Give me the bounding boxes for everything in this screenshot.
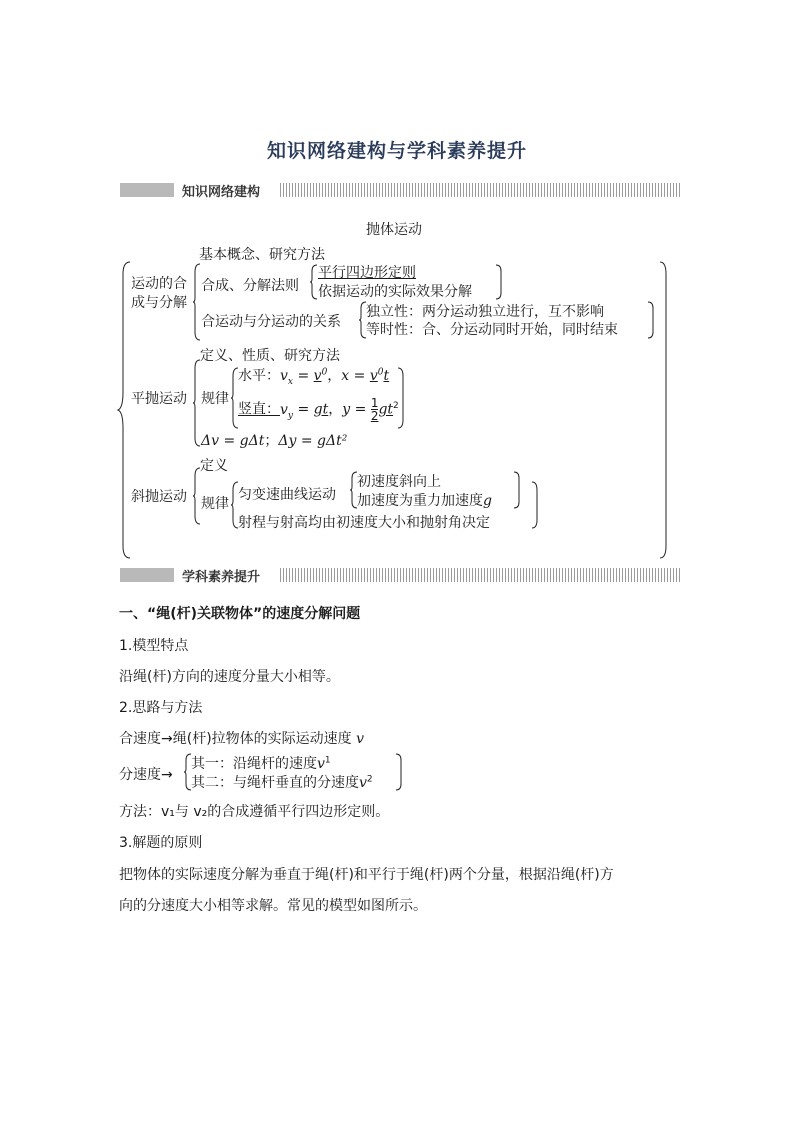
branch1-item2: 合成、分解法则 (201, 278, 299, 294)
branch1-brace (193, 264, 201, 340)
branch1-item3: 合运动与分运动的关系 (201, 314, 341, 330)
right-brace (660, 262, 672, 558)
branch2-rule-rbrace (398, 368, 406, 428)
section-banner-literacy (120, 568, 680, 585)
component-rbrace (396, 754, 404, 790)
diagram-root: 抛体运动 (366, 222, 422, 238)
component-along-rope: 其一：沿绳杆的速度$v^1$ (191, 755, 331, 772)
branch1-item2-brace (310, 265, 318, 299)
initial-velocity-up: 初速度斜向上 (357, 474, 441, 490)
banner-block (120, 568, 174, 582)
horizontal-law: 水平：$v_x = v^0$，$x = v^0t$ (238, 367, 390, 387)
branch2-brace (193, 360, 201, 446)
acceleration-gravity: 加速度为重力加速度g (357, 493, 492, 509)
banner-hatch (280, 183, 680, 197)
branch3-label: 斜抛运动 (131, 489, 187, 505)
model-features-text: 沿绳(杆)方向的速度分量大小相等。 (119, 669, 340, 685)
principle-line1: 把物体的实际速度分解为垂直于绳(杆)和平行于绳(杆)两个分量，根据沿绳(杆)方 (119, 867, 614, 883)
resultant-velocity-line: 合速度→绳(杆)拉物体的实际运动速度 v (119, 731, 365, 747)
branch3-item1: 定义 (200, 458, 228, 474)
branch1-item3-rbrace (648, 302, 656, 338)
branch3-brace (193, 468, 201, 524)
delta-law: Δv = gΔt；Δy = gΔt² (201, 433, 348, 449)
heading-rope-rod: 一、“绳(杆)关联物体”的速度分解问题 (119, 606, 361, 622)
branch1-label-a: 运动的合 (131, 276, 187, 292)
rule-parallelogram: 平行四边形定则 (318, 265, 416, 281)
component-velocity-label: 分速度→ (119, 767, 173, 783)
vertical-law: 竖直：$v_y$ = gt，y = $\frac{1}{2}$ $gt^2$ (238, 396, 399, 423)
banner-block (120, 183, 174, 197)
section-title-network: 知识网络建构 (182, 185, 261, 200)
heading-method: 2.思路与方法 (119, 700, 203, 716)
section-banner-network (120, 183, 680, 200)
branch1-item1: 基本概念、研究方法 (199, 247, 325, 263)
heading-principle: 3.解题的原则 (119, 835, 203, 851)
branch1-item2-rbrace (496, 265, 504, 299)
branch2-rule: 规律 (201, 391, 229, 407)
delta-y: Δy = gΔt² (278, 433, 348, 449)
delta-v: Δv = gΔt (201, 433, 265, 449)
vertical-label: 竖直： (238, 401, 280, 418)
range-height: 射程与射高均由初速度大小和抛射角决定 (238, 515, 490, 531)
branch3-rule: 规律 (201, 496, 229, 512)
uniform-variable-curve: 匀变速曲线运动 (238, 487, 336, 503)
branch3-rule-rbrace (532, 482, 540, 528)
branch2-label: 平抛运动 (131, 391, 187, 407)
section-title-literacy: 学科素养提升 (182, 570, 261, 585)
component-perpendicular: 其二：与绳杆垂直的分速度$v^2$ (191, 774, 373, 791)
heading-model-features: 1.模型特点 (119, 638, 189, 654)
branch1-label-b: 成与分解 (131, 295, 187, 311)
left-brace (118, 262, 132, 558)
branch3-sub-rbrace (514, 472, 522, 508)
horizontal-label: 水平： (238, 368, 280, 384)
method-text: 方法：v₁与 v₂的合成遵循平行四边形定则。 (119, 804, 390, 820)
principle-line2: 向的分速度大小相等求解。常见的模型如图所示。 (119, 898, 427, 914)
rule-actual-effect: 依据运动的实际效果分解 (318, 284, 472, 300)
banner-hatch (280, 568, 680, 582)
independence: 独立性：两分运动独立进行，互不影响 (366, 304, 604, 320)
branch2-item1: 定义、性质、研究方法 (200, 348, 340, 364)
simultaneity: 等时性：合、分运动同时开始，同时结束 (366, 322, 618, 338)
page-title: 知识网络建构与学科素养提升 (266, 140, 527, 162)
